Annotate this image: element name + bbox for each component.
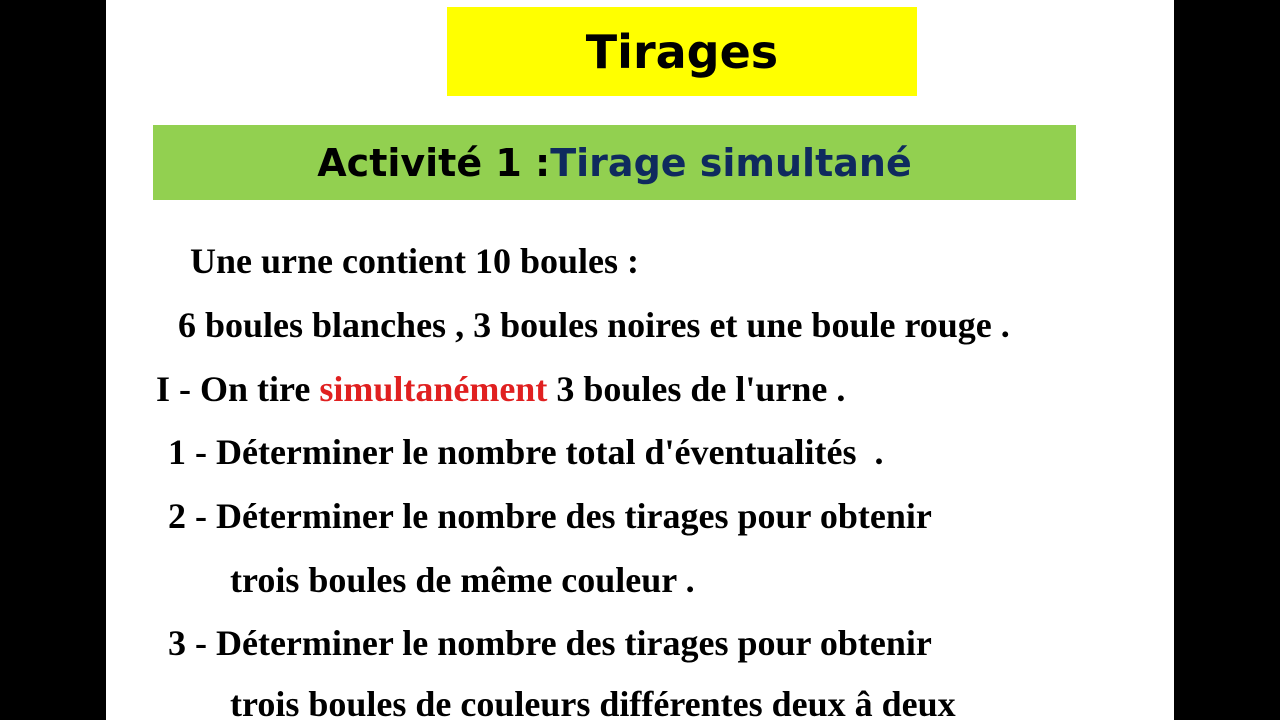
question-3-line-2: trois boules de couleurs différentes deux â deux <box>230 684 956 720</box>
question-2-line-2: trois boules de même couleur . <box>230 560 695 600</box>
slide-title-box <box>447 7 917 96</box>
activity-heading-box <box>153 125 1076 200</box>
slide <box>106 0 1174 720</box>
part-1-line <box>156 369 845 409</box>
intro-line-2: 6 boules blanches , 3 boules noires et une boule rouge . <box>178 305 1010 345</box>
slide-title: Tirages <box>585 24 779 79</box>
intro-line-1: Une urne contient 10 boules : <box>190 241 639 281</box>
part-1-suffix: 3 boules de l'urne . <box>547 369 846 409</box>
activity-topic: Tirage simultané <box>550 140 912 185</box>
question-2-line-1: 2 - Déterminer le nombre des tirages pour obtenir <box>168 496 932 536</box>
part-1-prefix: I - On tire <box>156 369 320 409</box>
question-1: 1 - Déterminer le nombre total d'éventualités . <box>168 432 884 472</box>
question-3-line-1: 3 - Déterminer le nombre des tirages pour obtenir <box>168 623 932 663</box>
activity-label: Activité 1 : <box>317 140 551 185</box>
part-1-emphasis: simultanément <box>319 369 548 409</box>
